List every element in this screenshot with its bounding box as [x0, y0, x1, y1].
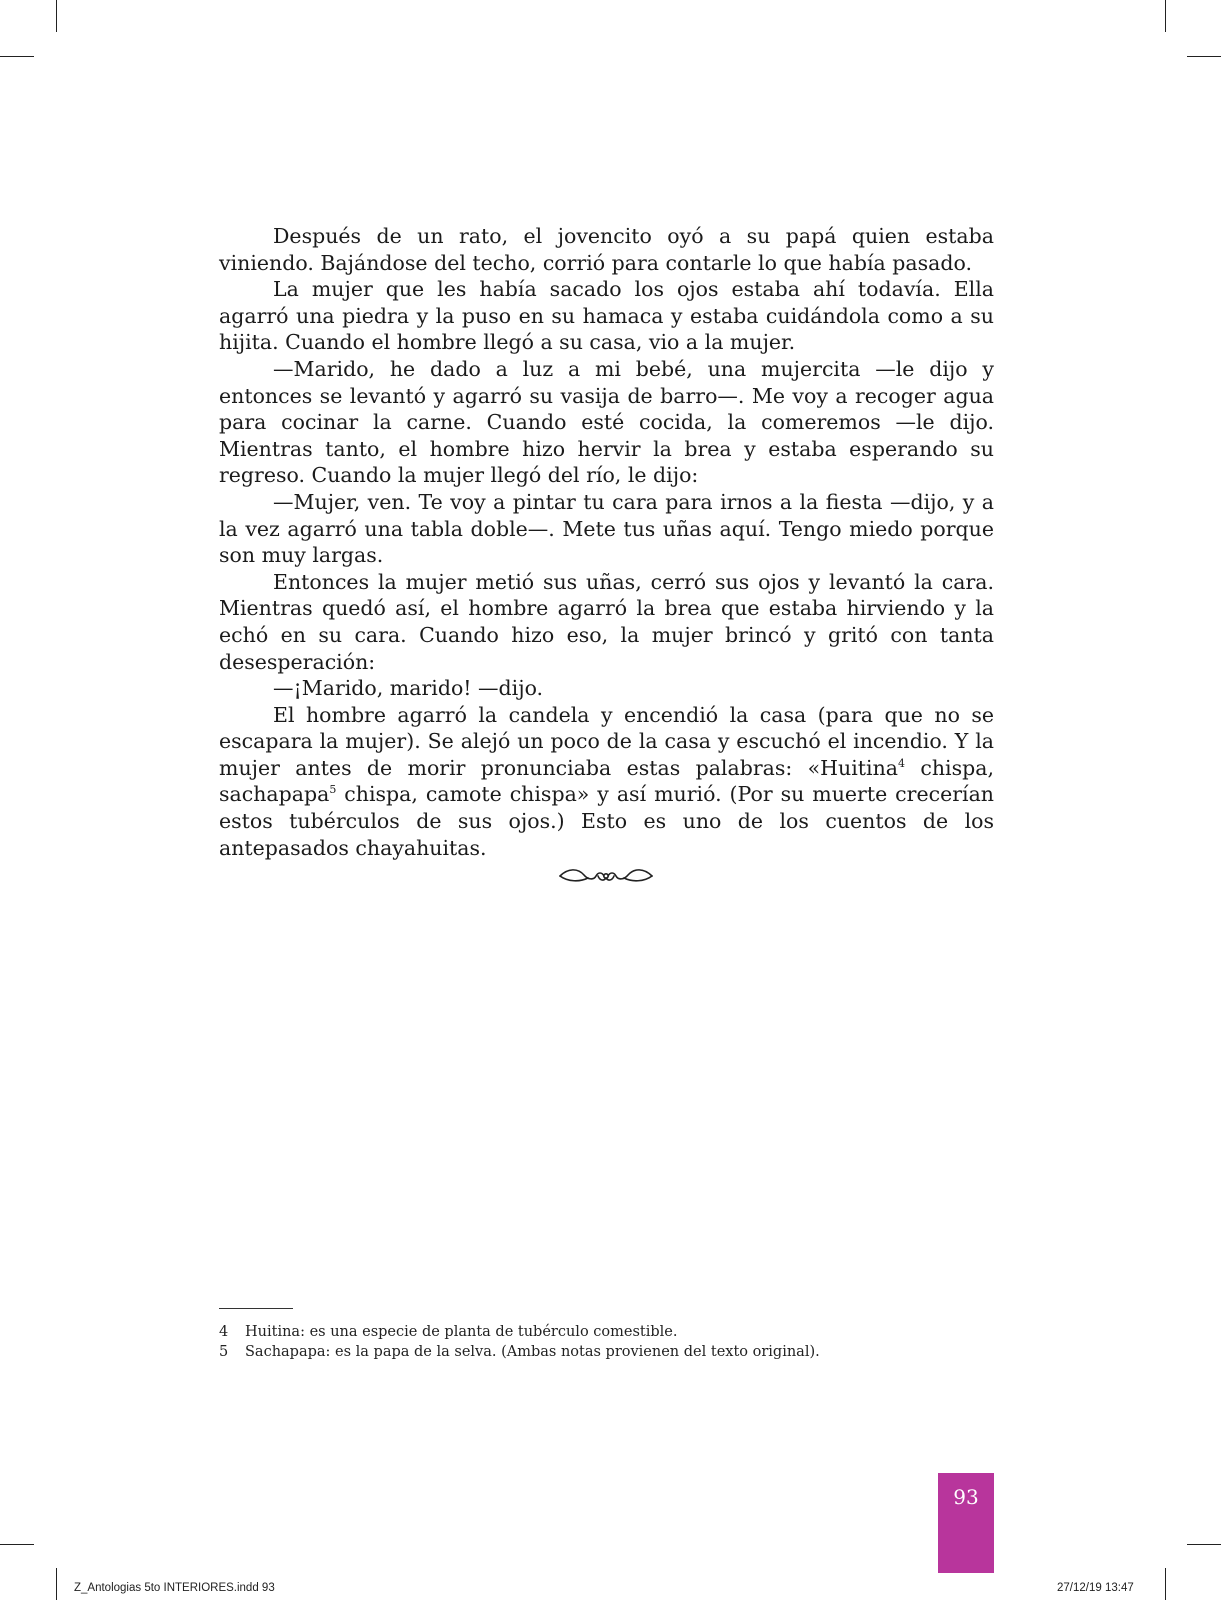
footnote-number: 4 [219, 1324, 229, 1340]
text-segment: chispa, camote chispa» y así murió. (Por su muerte crecerían estos tubérculos de sus ojos.) Esto es uno de los cuentos de los antepasados chayahuitas. [219, 782, 994, 860]
crop-mark-bottom-left-h [0, 1544, 34, 1545]
footnote-ref[interactable]: 4 [898, 757, 906, 771]
footnote-ref[interactable]: 5 [329, 783, 337, 797]
crop-mark-top-left-h [0, 56, 34, 57]
text-segment: El hombre agarró la candela y encendió la casa (para que no se escapara la mujer). Se alejó un poco de la casa y escuchó el incendio. Y la mujer antes de morir pronunciaba estas palabras: «Huitina [219, 702, 994, 780]
paragraph: Después de un rato, el jovencito oyó a su papá quien estaba viniendo. Bajándose del techo, corrió para contarle lo que había pasado. [219, 224, 994, 275]
page-number: 93 [938, 1473, 994, 1573]
crop-mark-top-left [56, 0, 57, 32]
paragraph-final [219, 702, 994, 862]
footnote [219, 1322, 979, 1342]
crop-mark-top-right-h [1187, 56, 1221, 57]
footnote-text: Sachapapa: es la papa de la selva. (Ambas notas provienen del texto original). [245, 1344, 820, 1360]
paragraph: La mujer que les había sacado los ojos estaba ahí todavía. Ella agarró una piedra y la puso en su hamaca y estaba cuidándola como a su hijita. Cuando el hombre llegó a su casa, vio a la mujer. [219, 277, 994, 355]
crop-mark-bottom-right-h [1187, 1544, 1221, 1545]
paragraph: —Marido, he dado a luz a mi bebé, una mujercita —le dijo y entonces se levantó y agarró su vasija de barro—. Me voy a recoger agua para cocinar la carne. Cuando esté cocida, la comeremos —le dijo. Mientras tanto, el hombre hizo hervir la brea y estaba esperando su regreso. Cuando la mujer llegó del río, le dijo: [219, 356, 994, 488]
paragraph: —¡Marido, marido! —dijo. [273, 676, 544, 701]
paragraph: —Mujer, ven. Te voy a pintar tu cara para irnos a la fiesta —dijo, y a la vez agarró una tabla doble—. Mete tus uñas aquí. Tengo miedo porque son muy largas. [219, 489, 994, 568]
story-body [219, 223, 994, 861]
footnote-divider [219, 1308, 293, 1309]
text-segment: chispa, sachapapa [219, 755, 994, 807]
crop-mark-bottom-left [56, 1568, 57, 1600]
crop-mark-bottom-right [1165, 1568, 1166, 1600]
footnote [219, 1342, 979, 1362]
slug-date: 27/12/19 13:47 [1057, 1582, 1134, 1594]
footnote-number: 5 [219, 1344, 229, 1360]
paragraph: Entonces la mujer metió sus uñas, cerró sus ojos y levantó la cara. Mientras quedó así, el hombre agarró la brea que estaba hirviendo y la echó en su cara. Cuando hizo eso, la mujer brincó y gritó con tanta desesperación: [219, 569, 994, 674]
footnote-text: Huitina: es una especie de planta de tubérculo comestible. [245, 1324, 678, 1340]
flourish-ornament-icon [558, 866, 654, 886]
crop-mark-top-right [1165, 0, 1166, 32]
slug-filename: Z_Antologias 5to INTERIORES.indd 93 [74, 1582, 275, 1594]
footnotes [219, 1322, 979, 1362]
